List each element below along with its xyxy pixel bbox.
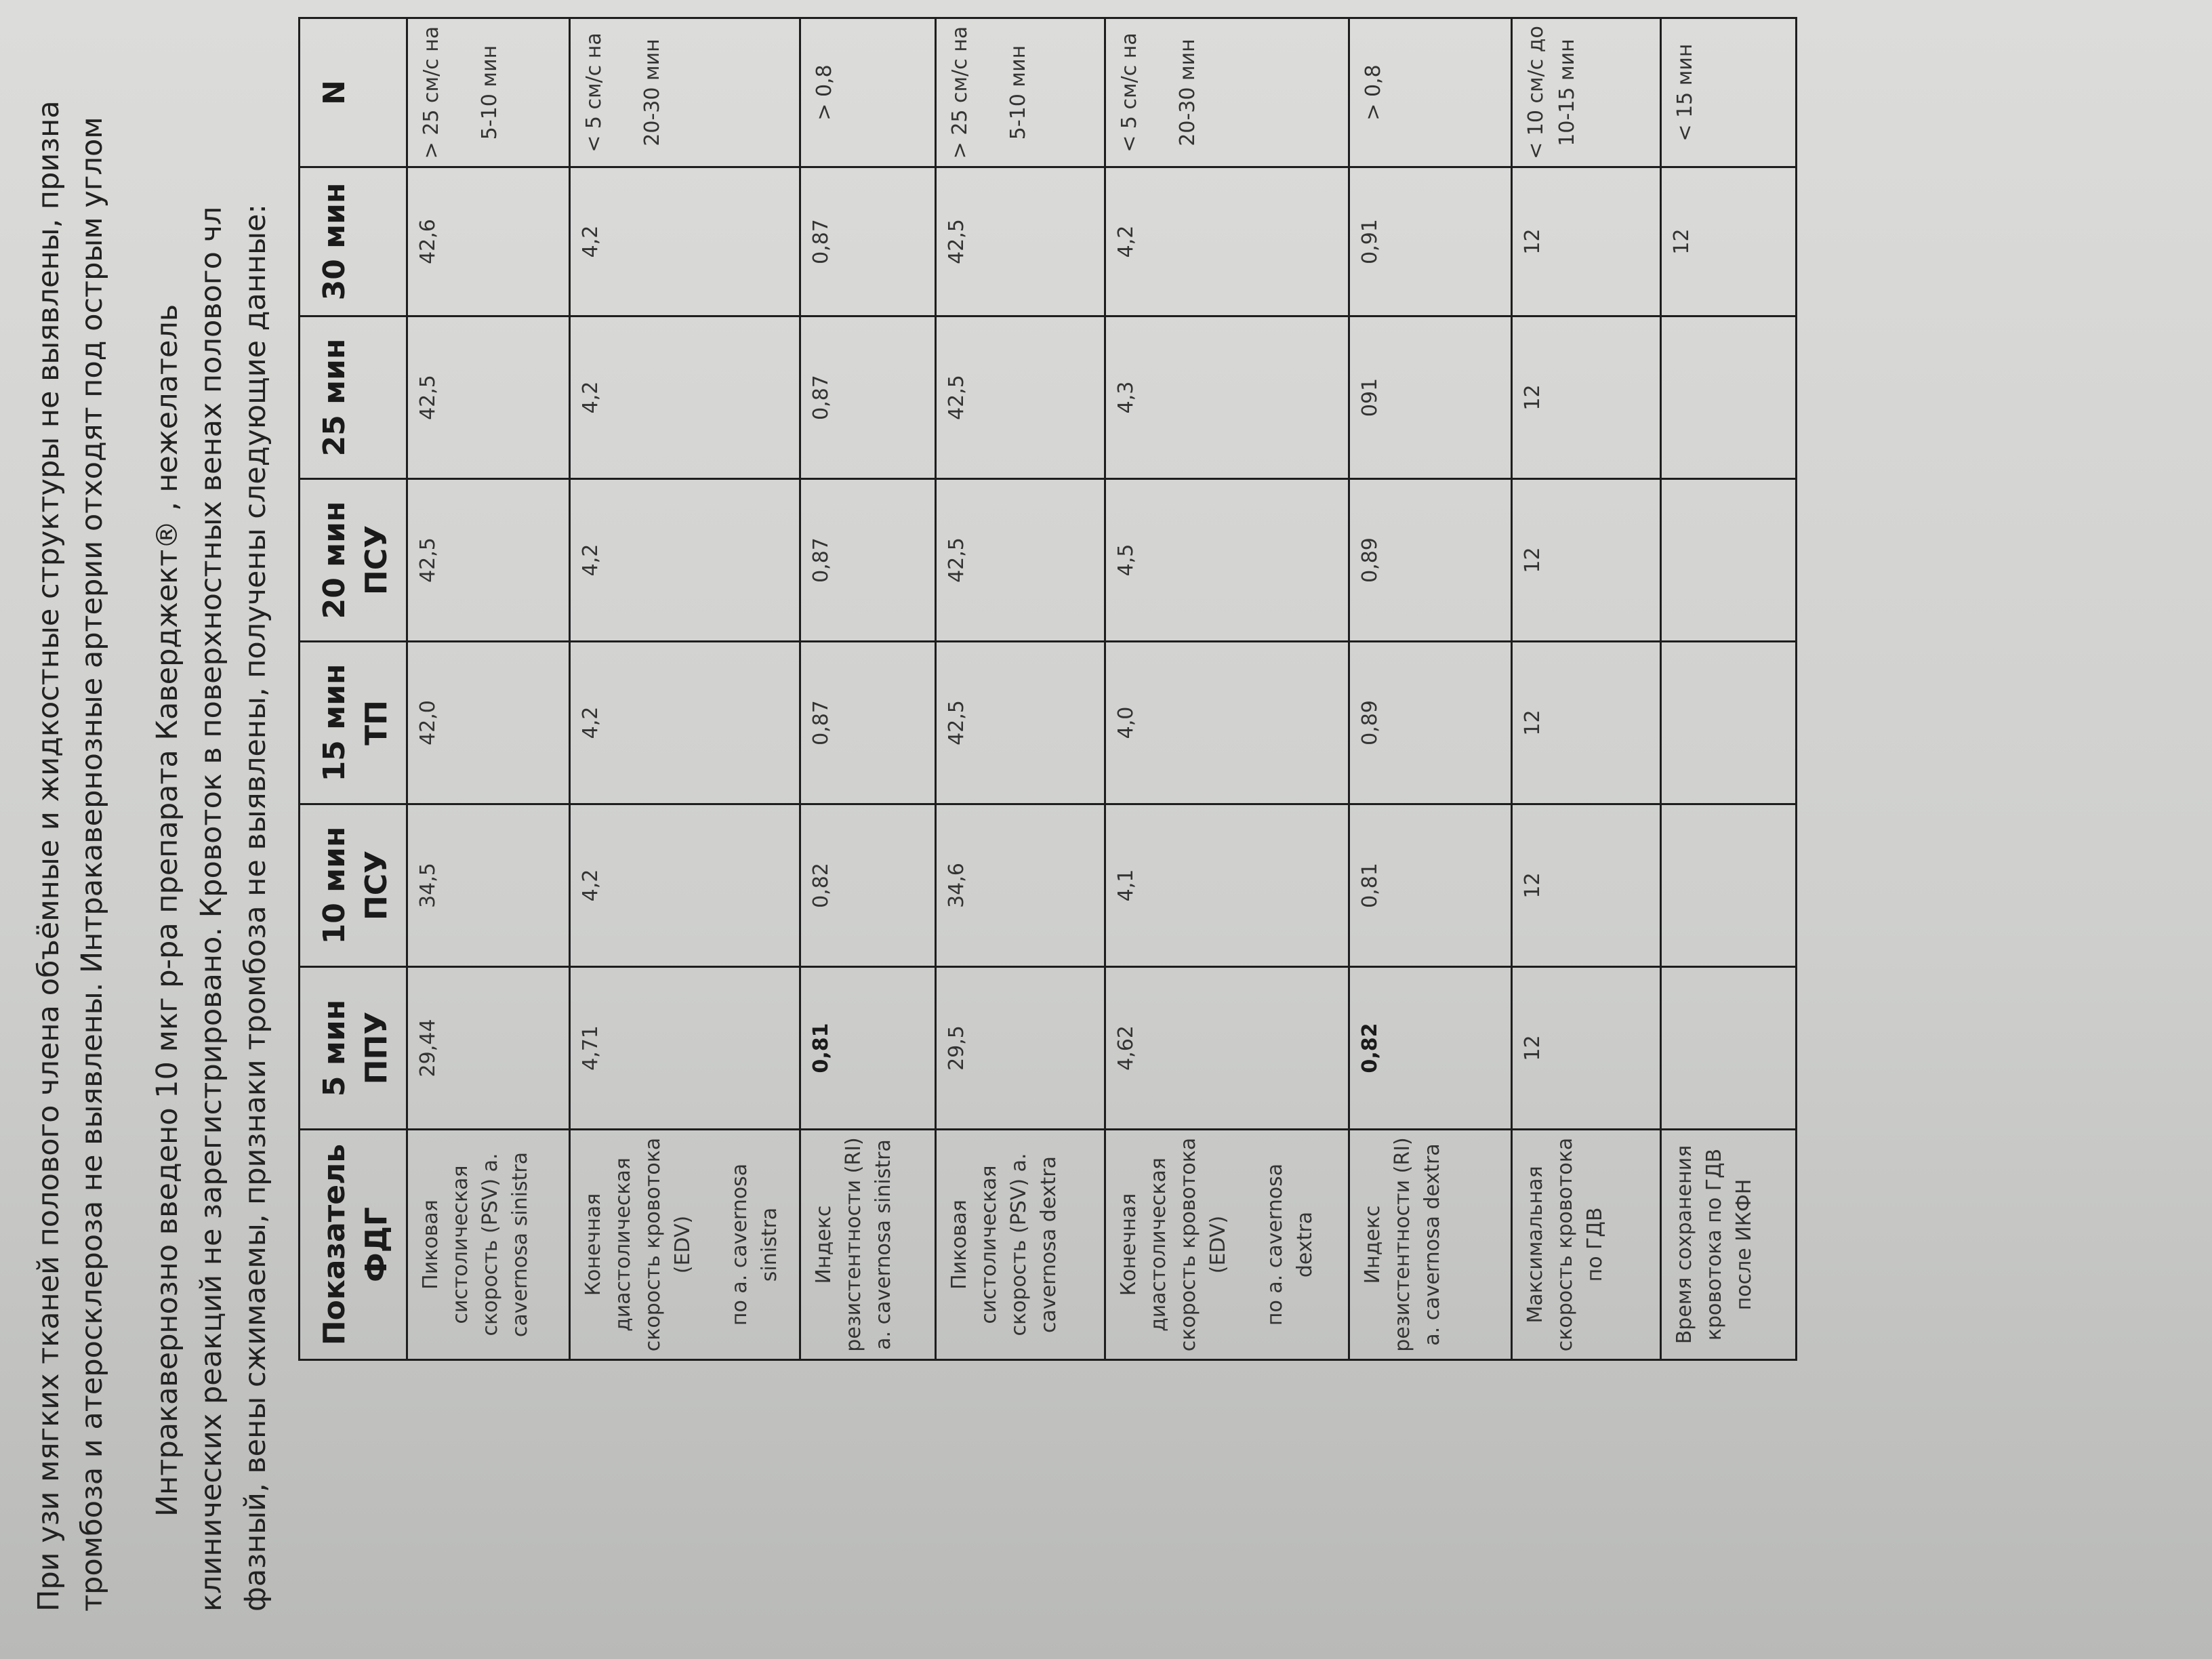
value-cell: 4,71 [570, 967, 800, 1130]
table-row [1512, 18, 1661, 1360]
value-cell [1661, 642, 1797, 804]
fdg-results-table [298, 17, 1797, 1361]
value-cell: 12 [1512, 642, 1661, 804]
value-cell: 0,81 [1349, 804, 1512, 967]
row-label-subtext: по а. cavernosa sinistra [728, 1163, 781, 1326]
row-label-text: Конечная диастолическая скорость кровотока (EDV) [1117, 1137, 1230, 1352]
value-cell: 0,82 [800, 804, 936, 967]
value-cell: 4,2 [570, 479, 800, 642]
header-cell: 10 мин ПСУ [300, 804, 407, 967]
table-row [1661, 18, 1797, 1360]
value-cell: 0,87 [800, 479, 936, 642]
value-cell: 0,89 [1349, 479, 1512, 642]
value-cell: 34,5 [407, 804, 570, 967]
value-cell: 42,5 [936, 167, 1105, 316]
value-cell [1661, 316, 1797, 479]
value-cell: 0,91 [1349, 167, 1512, 316]
value-cell: 4,2 [570, 316, 800, 479]
row-label-text: Пиковая систолическая скорость (PSV) а. cavernosa sinistra [419, 1151, 532, 1338]
row-label [407, 1130, 570, 1360]
table-row [800, 18, 936, 1360]
value-cell: 12 [1512, 316, 1661, 479]
value-cell: 4,2 [570, 167, 800, 316]
norm-cell [407, 18, 570, 167]
row-label-text: Пиковая систолическая скорость (PSV) а. cavernosa dextra [947, 1153, 1061, 1336]
header-cell: 25 мин [300, 316, 407, 479]
value-cell: 42,5 [936, 479, 1105, 642]
table-row [407, 18, 570, 1360]
value-cell [1661, 479, 1797, 642]
norm-subtext: 20-30 мин [640, 39, 664, 146]
norm-cell [936, 18, 1105, 167]
norm-cell [800, 18, 936, 167]
value-cell: 29,44 [407, 967, 570, 1130]
value-cell: 42,5 [936, 316, 1105, 479]
row-label [800, 1130, 936, 1360]
value-cell: 42,0 [407, 642, 570, 804]
value-cell: 12 [1512, 804, 1661, 967]
value-cell: 4,5 [1105, 479, 1349, 642]
intro-line-2: тромбоза и атеросклероза не выявлены. Интракавернозные артерии отходят под острым углом [75, 117, 109, 1612]
header-cell: Показатель ФДГ [300, 1130, 407, 1360]
value-cell: 0,82 [1349, 967, 1512, 1130]
value-cell: 4,0 [1105, 642, 1349, 804]
row-label [1105, 1130, 1349, 1360]
row-label-text: Конечная диастолическая скорость кровотока (EDV) [581, 1137, 695, 1352]
header-cell: 5 мин ППУ [300, 967, 407, 1130]
value-cell: 12 [1512, 967, 1661, 1130]
value-cell: 42,5 [407, 479, 570, 642]
value-cell: 0,81 [800, 967, 936, 1130]
intro-line-3: Интракавернозно введено 10 мкг р-ра препарата Каверджект® , нежелатель [150, 304, 184, 1517]
value-cell: 12 [1512, 167, 1661, 316]
norm-text: < 5 см/с на [582, 33, 606, 152]
value-cell: 12 [1512, 479, 1661, 642]
norm-subtext: 5-10 мин [1006, 45, 1030, 140]
table-row [1349, 18, 1512, 1360]
norm-cell [1105, 18, 1349, 167]
row-label-text: Время сохранения кровотока по ГДВ после ИКФН [1673, 1145, 1756, 1345]
row-label [1349, 1130, 1512, 1360]
table-row [1105, 18, 1349, 1360]
value-cell: 34,6 [936, 804, 1105, 967]
norm-text: < 15 мин [1673, 43, 1697, 142]
row-label-text: Максимальная скорость кровотока по ГДВ [1523, 1137, 1607, 1352]
table-row [570, 18, 800, 1360]
value-cell: 42,6 [407, 167, 570, 316]
norm-subtext: 5-10 мин [478, 45, 501, 140]
header-cell: 15 мин ТП [300, 642, 407, 804]
value-cell: 091 [1349, 316, 1512, 479]
value-cell: 12 [1661, 167, 1797, 316]
value-cell: 0,87 [800, 167, 936, 316]
value-cell: 42,5 [936, 642, 1105, 804]
norm-text: > 0,8 [813, 64, 836, 121]
row-label [1512, 1130, 1661, 1360]
row-label [570, 1130, 800, 1360]
value-cell: 0,87 [800, 316, 936, 479]
value-cell: 4,62 [1105, 967, 1349, 1130]
value-cell: 29,5 [936, 967, 1105, 1130]
norm-cell [1349, 18, 1512, 167]
row-label-text: Индекс резистентности (RI) а. cavernosa sinistra [812, 1137, 895, 1352]
intro-line-1: При узи мягких тканей полового члена объёмные и жидкостные структуры не выявлены, призна [32, 100, 66, 1612]
norm-subtext: 20-30 мин [1176, 39, 1200, 146]
value-cell: 4,2 [1105, 167, 1349, 316]
value-cell [1661, 804, 1797, 967]
value-cell: 42,5 [407, 316, 570, 479]
value-cell: 4,3 [1105, 316, 1349, 479]
header-cell: N [300, 18, 407, 167]
value-cell: 4,1 [1105, 804, 1349, 967]
table-row [936, 18, 1105, 1360]
intro-line-4: клинических реакций не зарегистрировано. Кровоток в поверхностных венах полового чл [194, 206, 228, 1612]
value-cell: 0,87 [800, 642, 936, 804]
norm-text: > 0,8 [1361, 64, 1385, 121]
row-label [936, 1130, 1105, 1360]
row-label-subtext: по а. cavernosa dextra [1263, 1163, 1317, 1326]
norm-text: < 5 см/с на [1118, 33, 1141, 152]
value-cell [1661, 967, 1797, 1130]
value-cell: 4,2 [570, 642, 800, 804]
value-cell: 4,2 [570, 804, 800, 967]
intro-line-5: фазный, вены сжимаемы, признаки тромбоза не выявлены, получены следующие данные: [239, 204, 272, 1612]
norm-cell [1661, 18, 1797, 167]
row-label [1661, 1130, 1797, 1360]
table-header-row [300, 18, 407, 1360]
norm-text: > 25 см/с на [948, 26, 972, 159]
header-cell: 30 мин [300, 167, 407, 316]
value-cell: 0,89 [1349, 642, 1512, 804]
norm-cell [570, 18, 800, 167]
norm-text: > 25 см/с на [419, 26, 443, 159]
norm-cell [1512, 18, 1661, 167]
header-cell: 20 мин ПСУ [300, 479, 407, 642]
norm-text: < 10 см/с до 10-15 мин [1524, 26, 1579, 159]
row-label-text: Индекс резистентности (RI) а. cavernosa dextra [1361, 1137, 1444, 1352]
